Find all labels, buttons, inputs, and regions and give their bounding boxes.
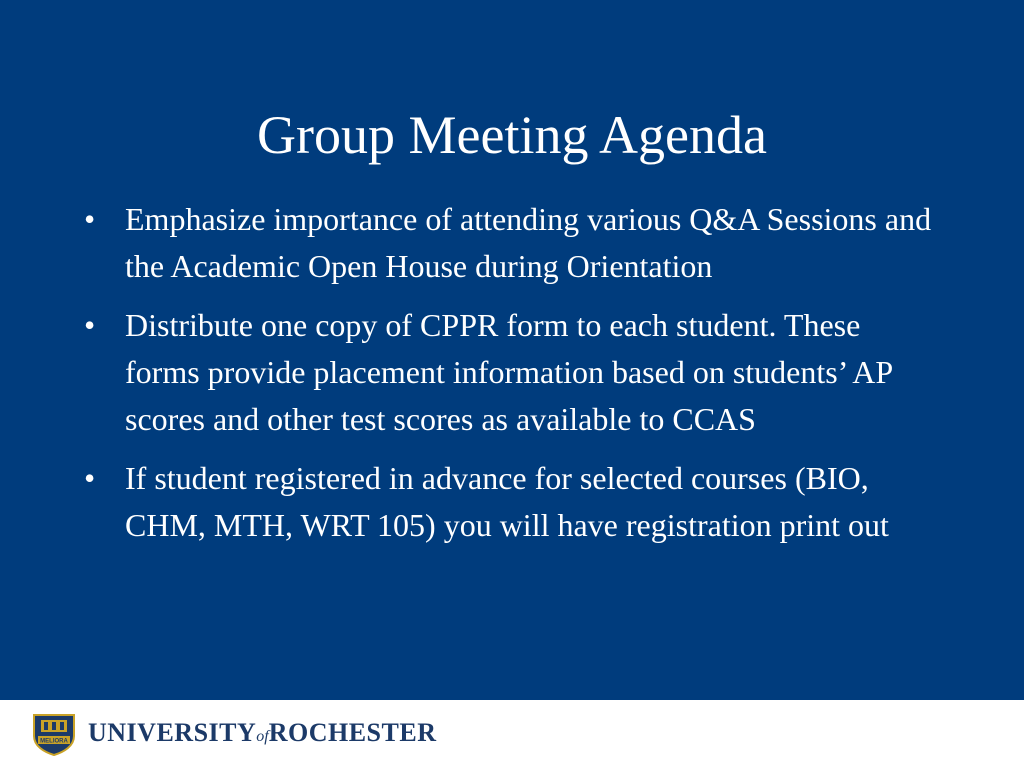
- wordmark-university: UNIVERSITY: [88, 718, 257, 747]
- bullet-text: Distribute one copy of CPPR form to each student. These forms provide placement information based on students’ AP scores and other test scores as available to CCAS: [125, 307, 892, 437]
- bullet-text: If student registered in advance for selected courses (BIO, CHM, MTH, WRT 105) you will have registration print out: [125, 460, 889, 543]
- wordmark-rochester: ROCHESTER: [268, 718, 437, 747]
- footer-bar: [0, 700, 1024, 768]
- bullet-item: [80, 455, 940, 549]
- seal-motto: MELIORA: [40, 738, 68, 745]
- bullet-list: [80, 196, 940, 561]
- bullet-marker: •: [84, 201, 96, 237]
- wordmark-of: of: [256, 728, 269, 745]
- university-wordmark: [88, 715, 436, 755]
- bullet-marker: •: [84, 460, 96, 496]
- bullet-marker: •: [84, 307, 96, 343]
- bullet-item: [80, 196, 940, 290]
- university-seal-icon: [30, 712, 78, 756]
- bullet-text: Emphasize importance of attending various Q&A Sessions and the Academic Open House during Orientation: [125, 201, 932, 284]
- slide-title: Group Meeting Agenda: [257, 105, 767, 165]
- bullet-item: [80, 302, 940, 443]
